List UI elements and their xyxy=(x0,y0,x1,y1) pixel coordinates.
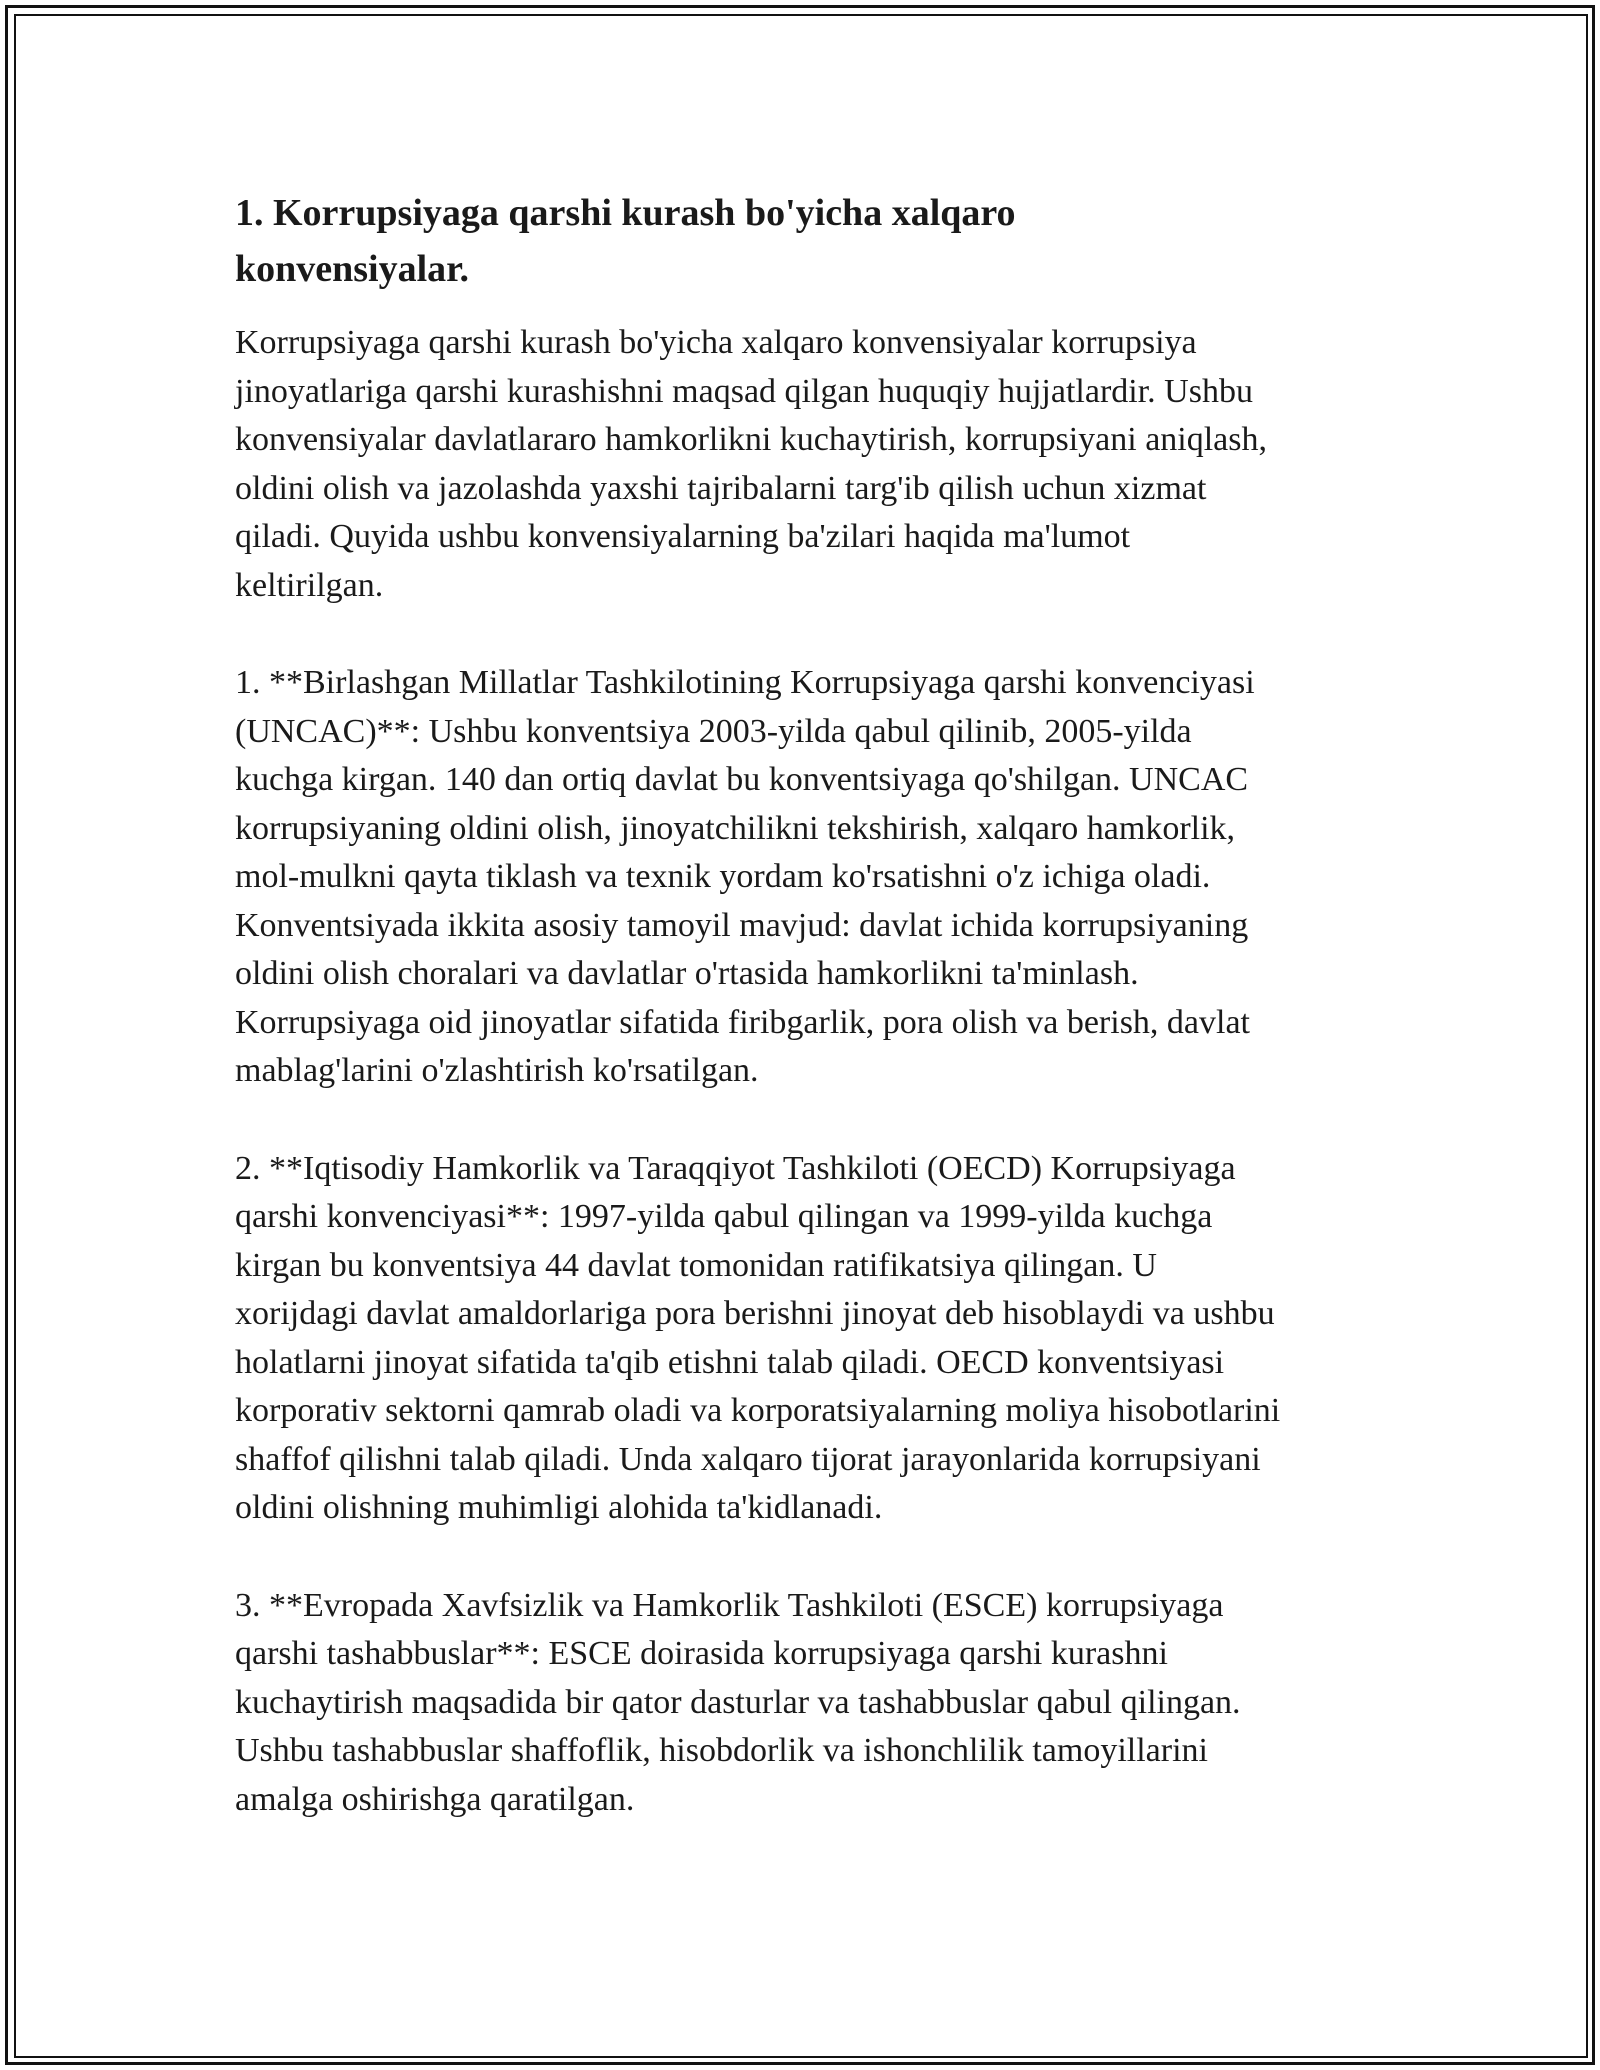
intro-paragraph: Korrupsiyaga qarshi kurash bo'yicha xalqaro konvensiyalar korrupsiya jinoyatlariga qarshi kurashishni maqsad qilgan huquqiy hujjatlardir. Ushbu konvensiyalar davlatlararo hamkorlikni kuchaytirish, korrupsiyani aniqlash, oldini olish va jazolashda yaxshi tajribalarni targ'ib qilish uchun xizmat qiladi. Quyida ushbu konvensiyalarning ba'zilari haqida ma'lumot keltirilgan. xyxy=(235,324,1268,604)
document-title: 1. Korrupsiyaga qarshi kurash bo'yicha xalqaro konvensiyalar. xyxy=(235,192,1016,290)
uncac-paragraph: 1. **Birlashgan Millatlar Tashkilotining Korrupsiyaga qarshi konvenciyasi (UNCAC)**: Ushbu konventsiya 2003-yilda qabul qilinib, 2005-yilda kuchga kirgan. 140 dan ortiq davlat bu konventsiyaga qo'shilgan. UNCAC korrupsiyaning oldini olish, jinoyatchilikni tekshirish, xalqaro hamkorlik, mol-mulkni qayta tiklash va texnik yordam ko'rsatishni o'z ichiga oladi. Konventsiyada ikkita asosiy tamoyil mavjud: davlat ichida korrupsiyaning oldini olish choralari va davlatlar o'rtasida hamkorlikni ta'minlash. Korrupsiyaga oid jinoyatlar sifatida firibgarlik, pora olish va berish, davlat mablag'larini o'zlashtirish ko'rsatilgan. xyxy=(235,664,1255,1089)
document-body xyxy=(235,185,1375,1873)
esce-paragraph: 3. **Evropada Xavfsizlik va Hamkorlik Tashkiloti (ESCE) korrupsiyaga qarshi tashabbuslar**: ESCE doirasida korrupsiyaga qarshi kurashni kuchaytirish maqsadida bir qator dasturlar va tashabbuslar qabul qilingan. Ushbu tashabbuslar shaffoflik, hisobdorlik va ishonchlilik tamoyillarini amalga oshirishga qaratilgan. xyxy=(235,1586,1241,1818)
oecd-paragraph: 2. **Iqtisodiy Hamkorlik va Taraqqiyot Tashkiloti (OECD) Korrupsiyaga qarshi konvenciyasi**: 1997-yilda qabul qilingan va 1999-yilda kuchga kirgan bu konventsiya 44 davlat tomonidan ratifikatsiya qilingan. U xorijdagi davlat amaldorlariga pora berishni jinoyat deb hisoblaydi va ushbu holatlarni jinoyat sifatida ta'qib etishni talab qiladi. OECD konventsiyasi korporativ sektorni qamrab oladi va korporatsiyalarning moliya hisobotlarini shaffof qilishni talab qiladi. Unda xalqaro tijorat jarayonlarida korrupsiyani oldini olishning muhimligi alohida ta'kidlanadi. xyxy=(235,1149,1281,1526)
